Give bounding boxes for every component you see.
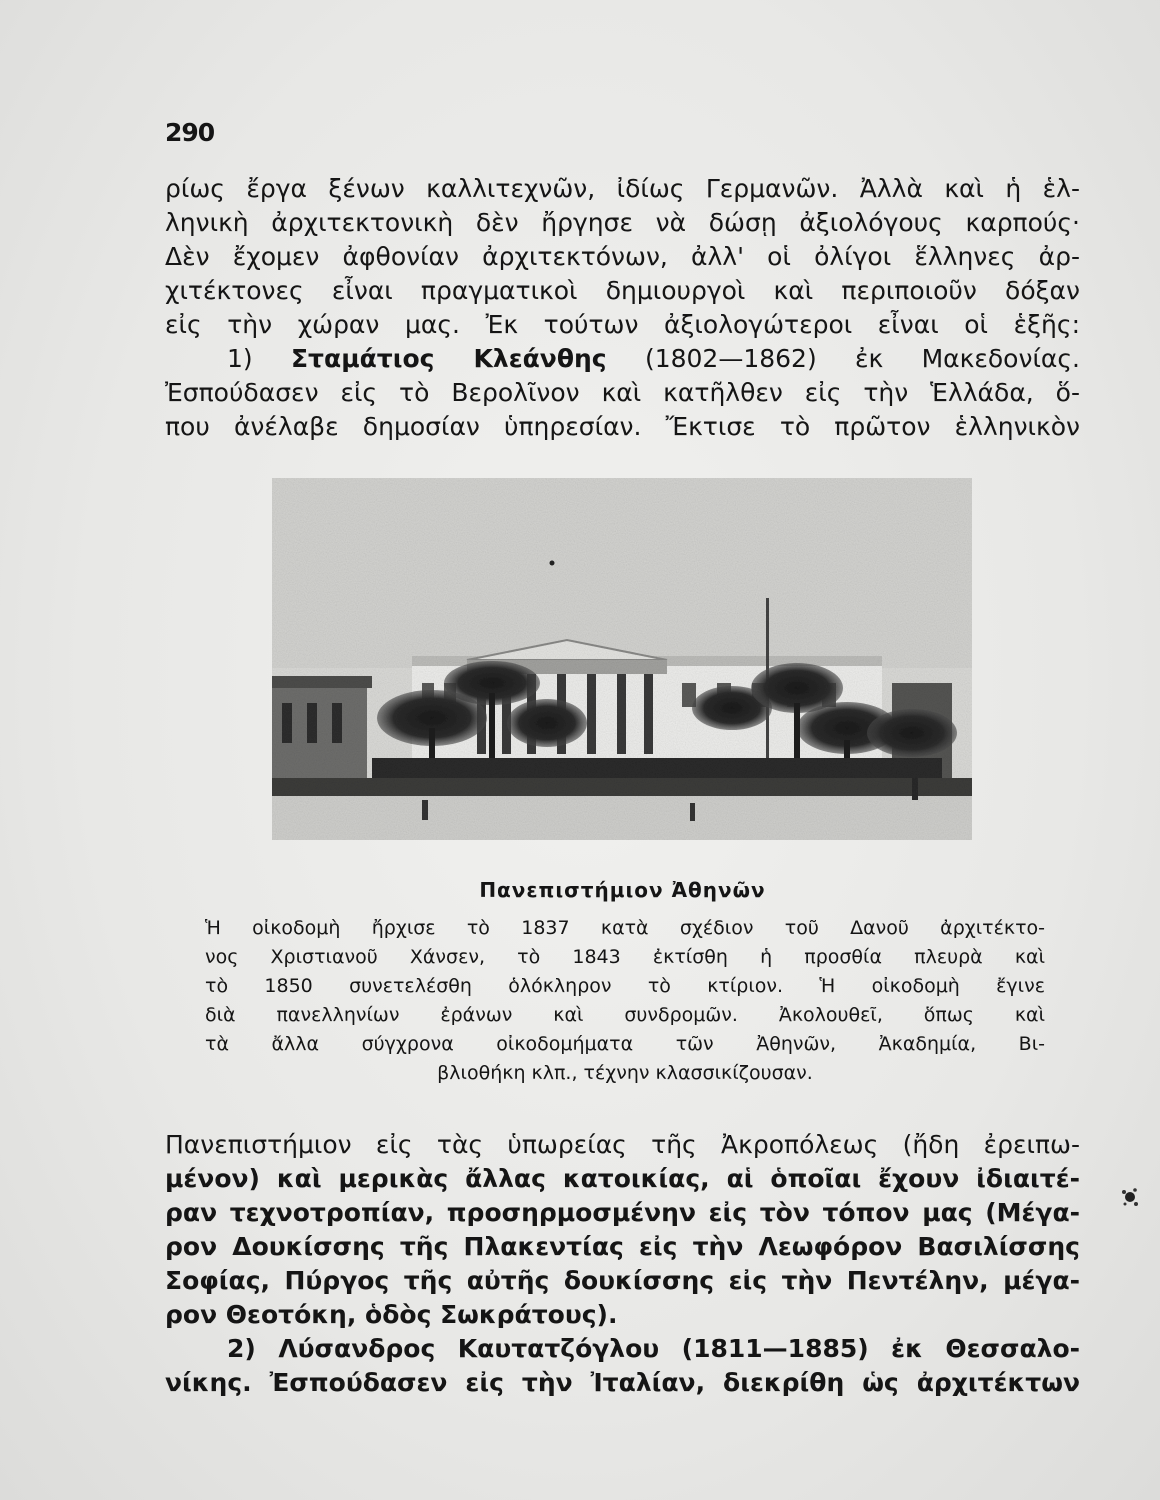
text-line: ραν τεχνοτροπίαν, προσηρμοσμένην εἰς τὸν τόπον μας (Μέγα-	[165, 1198, 1080, 1227]
item-1-heading	[165, 342, 1080, 376]
text-line: ληνικὴ ἀρχιτεκτονικὴ δὲν ἤργησε νὰ δώσῃ ἀξιολόγους καρπούς·	[165, 208, 1080, 237]
text-line: ρον Θεοτόκη, ὁδὸς Σωκράτους).	[165, 1300, 618, 1329]
text-line: που ἀνέλαβε δημοσίαν ὑπηρεσίαν. Ἔκτισε τὸ πρῶτον ἑλληνικὸν	[165, 412, 1080, 441]
item-2-heading	[165, 1332, 1080, 1366]
caption-line: τὸ 1850 συνετελέσθη ὁλόκληρον τὸ κτίριον. Ἡ οἰκοδομὴ ἔγινε	[205, 975, 1045, 997]
caption-line: νος Χριστιανοῦ Χάνσεν, τὸ 1843 ἐκτίσθη ἡ προσθία πλευρὰ καὶ	[205, 946, 1045, 968]
caption-line: βλιοθήκη κλπ., τέχνην κλασσικίζουσαν.	[437, 1062, 813, 1084]
text-line: νίκης. Ἐσπούδασεν εἰς τὴν Ἰταλίαν, διεκρίθη ὡς ἀρχιτέκτων	[165, 1368, 1080, 1397]
photo-caption	[205, 914, 1045, 1088]
caption-line: Ἡ οἰκοδομὴ ἤρχισε τὸ 1837 κατὰ σχέδιον τοῦ Δανοῦ ἀρχιτέκτο-	[205, 917, 1045, 939]
text-line: εἰς τὴν χώραν μας. Ἐκ τούτων ἀξιολογώτεροι εἶναι οἱ ἑξῆς:	[165, 310, 1080, 339]
photo-illustration	[272, 478, 972, 840]
item-1-name: Σταμάτιος Κλεάνθης	[290, 344, 607, 373]
text-line: Ἐσπούδασεν εἰς τὸ Βερολῖνον καὶ κατῆλθεν εἰς τὴν Ἑλλάδα, ὅ-	[165, 378, 1080, 407]
item-2-number: 2)	[227, 1334, 279, 1363]
caption-line: διὰ πανελληνίων ἐράνων καὶ συνδρομῶν. Ἀκολουθεῖ, ὅπως καὶ	[205, 1004, 1045, 1026]
text-line: ρίως ἔργα ξένων καλλιτεχνῶν, ἰδίως Γερμανῶν. Ἀλλὰ καὶ ἡ ἑλ-	[165, 174, 1080, 203]
text-line: μένον) καὶ μερικὰς ἄλλας κατοικίας, αἱ ὁποῖαι ἔχουν ἰδιαιτέ-	[165, 1164, 1080, 1193]
item-1-dates: (1802—1862) ἐκ Μακεδονίας.	[606, 344, 1080, 373]
text-line: Σοφίας, Πύργος τῆς αὐτῆς δουκίσσης εἰς τὴν Πεντέλην, μέγα-	[165, 1266, 1080, 1295]
text-line: Δὲν ἔχομεν ἀφθονίαν ἀρχιτεκτόνων, ἀλλ' οἱ ὀλίγοι ἕλληνες ἀρ-	[165, 242, 1080, 271]
text-line: Πανεπιστήμιον εἰς τὰς ὑπωρείας τῆς Ἀκροπόλεως (ἤδη ἐρειπω-	[165, 1130, 1080, 1159]
paragraph-top	[165, 172, 1080, 444]
text-line: χιτέκτονες εἶναι πραγματικοὶ δημιουργοὶ καὶ περιποιοῦν δόξαν	[165, 276, 1080, 305]
item-2-dates: (1811—1885) ἐκ Θεσσαλο-	[659, 1334, 1080, 1363]
caption-line: τὰ ἄλλα σύγχρονα οἰκοδομήματα τῶν Ἀθηνῶν, Ἀκαδημία, Βι-	[205, 1033, 1045, 1055]
text-line: ρον Δουκίσσης τῆς Πλακεντίας εἰς τὴν Λεωφόρον Βασιλίσσης	[165, 1232, 1080, 1261]
item-1-number: 1)	[227, 344, 291, 373]
item-2-name: Λύσανδρος Καυτατζόγλου	[278, 1334, 660, 1363]
ink-speck-icon	[1118, 1182, 1142, 1212]
caption-title: Πανεπιστήμιον Ἀθηνῶν	[479, 878, 766, 902]
university-of-athens-photo	[272, 478, 972, 840]
page-number: 290	[165, 118, 215, 147]
paragraph-bottom	[165, 1128, 1080, 1400]
